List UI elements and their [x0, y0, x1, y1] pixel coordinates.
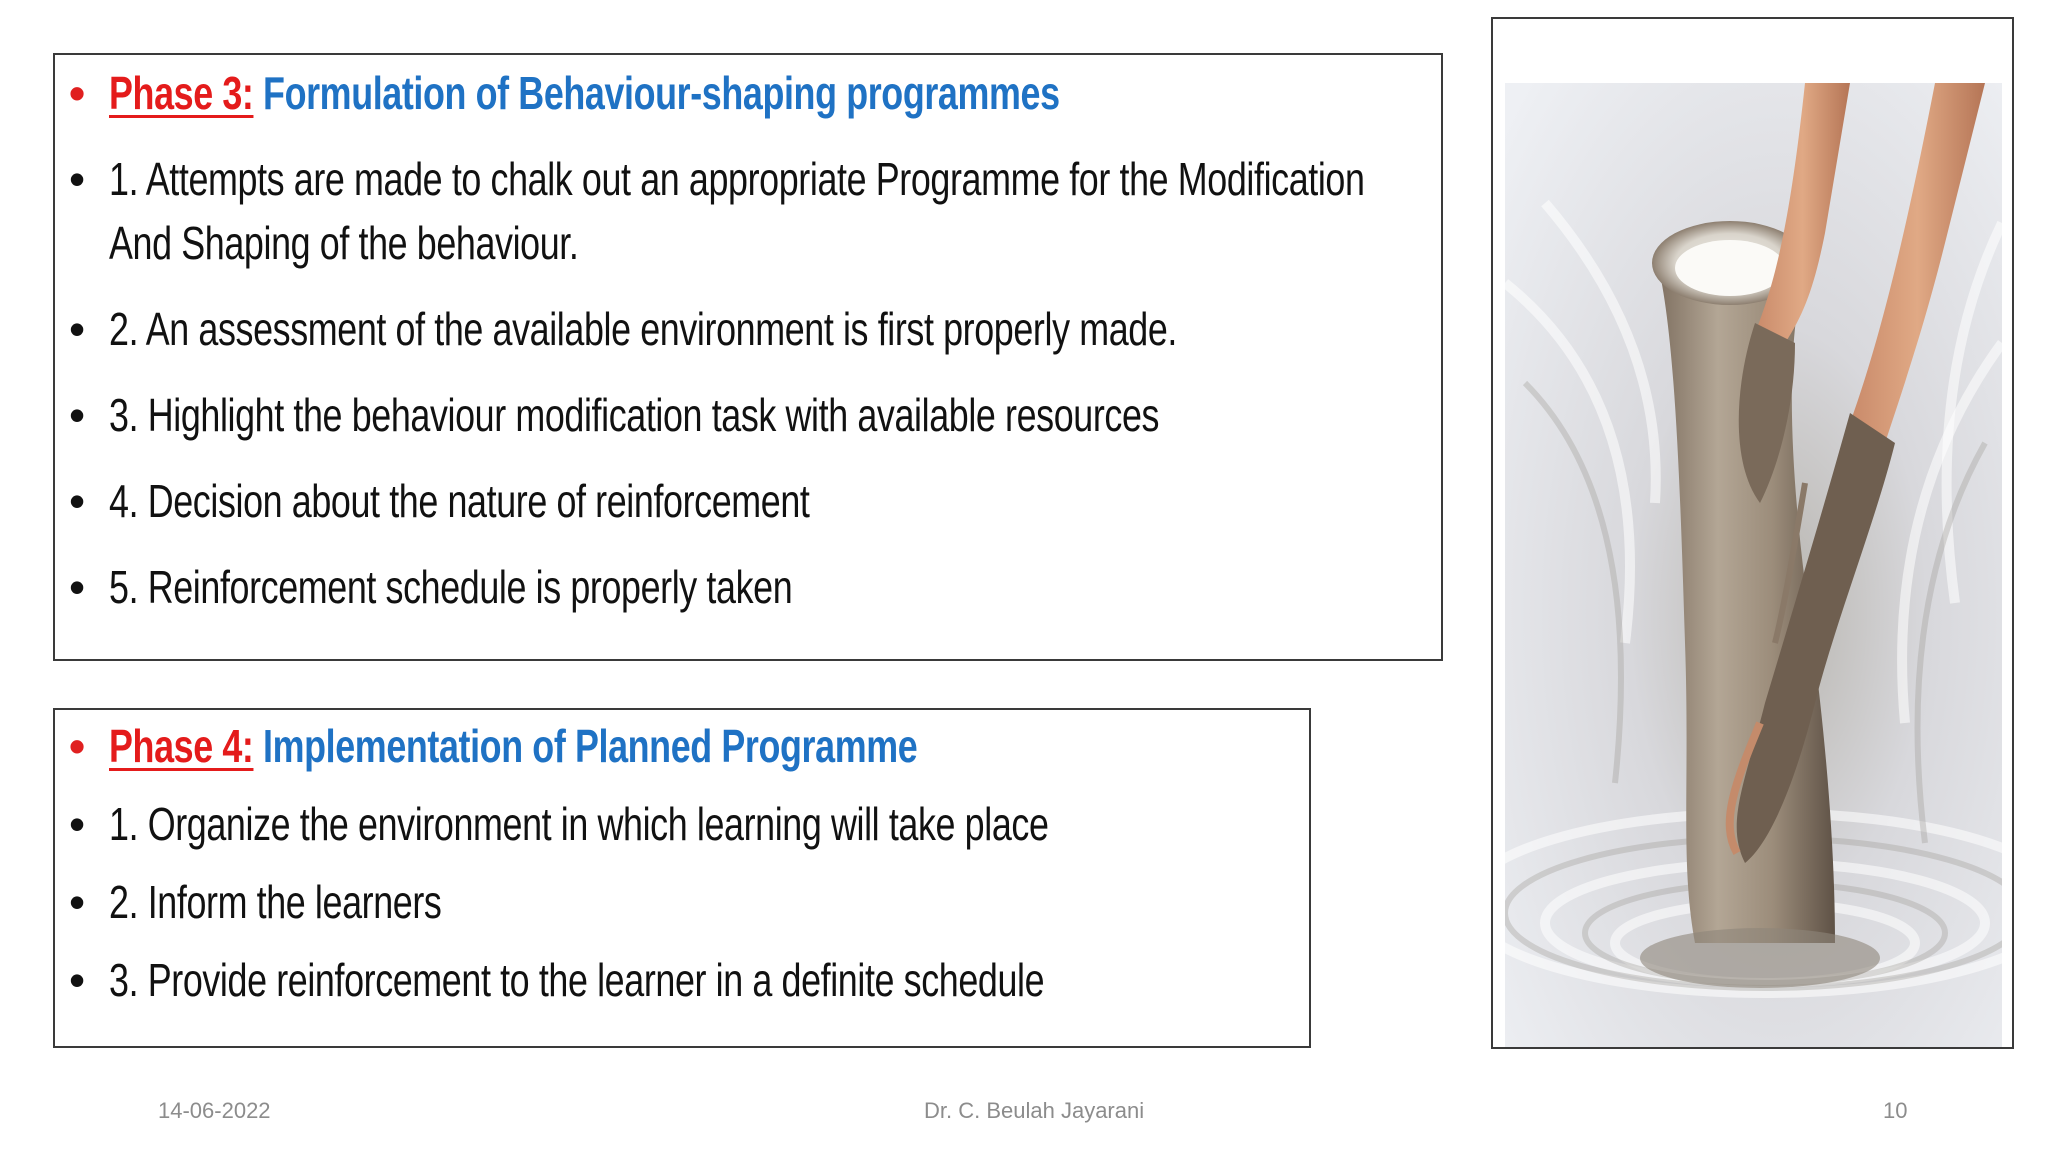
phase4-item-3 — [69, 948, 1299, 1012]
picture-frame — [1491, 17, 2014, 1049]
phase3-item-5-text: 5. Reinforcement schedule is properly taken — [109, 561, 793, 613]
phase3-list — [69, 61, 1431, 619]
phase4-title: Implementation of Planned Programme — [263, 720, 918, 772]
pottery-wheel-image — [1505, 83, 2002, 1049]
phase4-item-3-text: 3. Provide reinforcement to the learner in a definite schedule — [109, 954, 1045, 1006]
phase3-item-1 — [69, 147, 1431, 275]
phase3-heading — [69, 61, 1431, 125]
phase3-item-5 — [69, 555, 1431, 619]
wheel-base — [1640, 928, 1880, 988]
phase4-heading — [69, 714, 1299, 778]
phase3-item-2 — [69, 297, 1431, 361]
phase4-label: Phase 4: — [109, 720, 254, 772]
clay-vase-opening — [1675, 240, 1785, 296]
phase3-item-1-text: 1. Attempts are made to chalk out an appropriate Programme for the Modification And Shaping of the behaviour. — [109, 153, 1365, 269]
phase4-item-2-text: 2. Inform the learners — [109, 876, 442, 928]
footer-page-number: 10 — [1883, 1098, 1908, 1123]
phase3-label: Phase 3: — [109, 67, 254, 119]
phase3-item-3-text: 3. Highlight the behaviour modification task with available resources — [109, 389, 1160, 441]
footer-author: Dr. C. Beulah Jayarani — [924, 1098, 1145, 1123]
footer-date: 14-06-2022 — [158, 1098, 271, 1123]
phase3-item-3 — [69, 383, 1431, 447]
phase3-item-2-text: 2. An assessment of the available environment is first properly made. — [109, 303, 1177, 355]
phase4-item-1-text: 1. Organize the environment in which learning will take place — [109, 798, 1049, 850]
phase3-title: Formulation of Behaviour-shaping programmes — [263, 67, 1060, 119]
phase3-item-4 — [69, 469, 1431, 533]
phase4-box — [53, 708, 1311, 1048]
phase4-item-1 — [69, 792, 1299, 856]
phase4-item-2 — [69, 870, 1299, 934]
phase3-item-4-text: 4. Decision about the nature of reinforcement — [109, 475, 810, 527]
phase3-box — [53, 53, 1443, 661]
phase4-list — [69, 714, 1299, 1012]
